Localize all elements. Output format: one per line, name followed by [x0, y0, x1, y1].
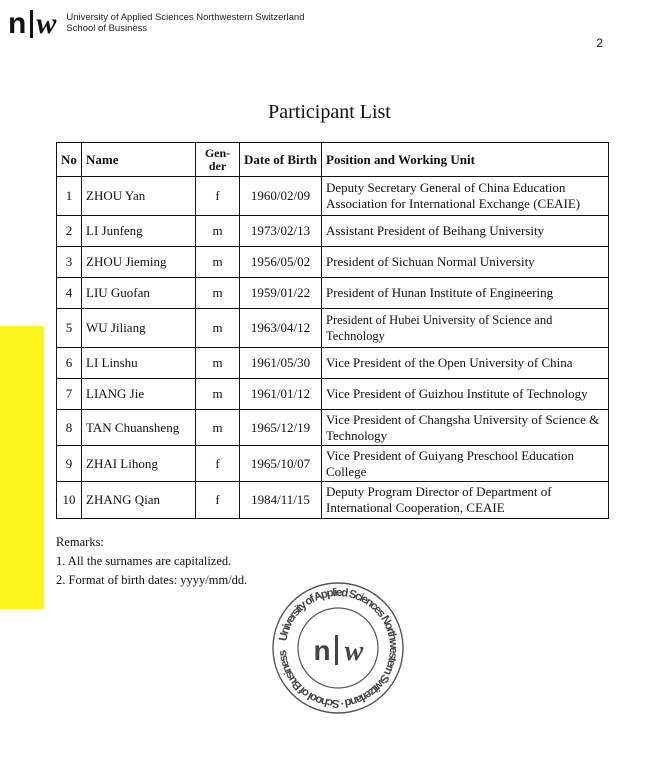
cell-dob: 1961/01/12	[240, 379, 322, 410]
cell-name: LIANG Jie	[82, 379, 196, 410]
cell-position: Vice President of Changsha University of Science & Technology	[322, 410, 609, 446]
cell-gender: m	[196, 278, 240, 309]
cell-name: LI Junfeng	[82, 216, 196, 247]
header-gender	[196, 143, 240, 177]
cell-dob: 1956/05/02	[240, 247, 322, 278]
table-row	[57, 482, 609, 519]
cell-no: 8	[57, 410, 82, 446]
logo-divider	[30, 10, 33, 38]
seal-mark-n: n	[313, 635, 331, 666]
cell-no: 4	[57, 278, 82, 309]
cell-no: 7	[57, 379, 82, 410]
cell-position: President of Sichuan Normal University	[322, 247, 609, 278]
table-row	[57, 247, 609, 278]
table-row	[57, 446, 609, 482]
header-dob: Date of Birth	[240, 143, 322, 177]
remarks-heading: Remarks:	[56, 535, 104, 549]
cell-position: President of Hubei University of Science and Technology	[322, 309, 609, 348]
logo-text	[66, 12, 304, 34]
cell-dob: 1960/02/09	[240, 177, 322, 216]
cell-gender: m	[196, 348, 240, 379]
cell-no: 5	[57, 309, 82, 348]
header-gender-line1: Gen-	[204, 145, 231, 160]
page-title: Participant List	[268, 101, 391, 123]
cell-name: ZHOU Yan	[82, 177, 196, 216]
cell-gender: f	[196, 446, 240, 482]
cell-dob: 1959/01/22	[240, 278, 322, 309]
cell-no: 10	[57, 482, 82, 519]
cell-dob: 1965/12/19	[240, 410, 322, 446]
cell-dob: 1961/05/30	[240, 348, 322, 379]
university-logo	[8, 8, 304, 40]
logo-w: w	[36, 7, 57, 40]
logo-n: n	[8, 7, 27, 40]
remark-item: 2. Format of birth dates: yyyy/mm/dd.	[56, 573, 248, 587]
seal-mark-w: w	[344, 636, 364, 667]
cell-gender: m	[196, 309, 240, 348]
seal-mark-divider	[335, 635, 338, 665]
table-header-row	[57, 143, 609, 177]
cell-gender: f	[196, 482, 240, 519]
table-row	[57, 410, 609, 446]
yellow-highlight-bar	[0, 326, 44, 609]
cell-no: 3	[57, 247, 82, 278]
cell-position: Vice President of Guizhou Institute of Technology	[322, 379, 609, 410]
university-name: University of Applied Sciences Northwestern Switzerland	[66, 12, 305, 23]
header-gender-line2: der	[208, 158, 227, 173]
table-row	[57, 216, 609, 247]
cell-position: President of Hunan Institute of Engineering	[322, 278, 609, 309]
table-row	[57, 309, 609, 348]
table-row	[57, 379, 609, 410]
cell-name: ZHAI Lihong	[82, 446, 196, 482]
cell-gender: m	[196, 379, 240, 410]
cell-no: 6	[57, 348, 82, 379]
participant-table	[56, 142, 609, 519]
cell-position: Deputy Program Director of Department of International Cooperation, CEAIE	[322, 482, 609, 519]
school-seal	[270, 580, 406, 716]
cell-name: TAN Chuansheng	[82, 410, 196, 446]
header-name: Name	[82, 143, 196, 177]
cell-position: Assistant President of Beihang University	[322, 216, 609, 247]
cell-dob: 1984/11/15	[240, 482, 322, 519]
cell-dob: 1965/10/07	[240, 446, 322, 482]
seal-ring-text: University of Applied Sciences Northwestern Switzerland · School of Business	[276, 586, 400, 710]
cell-position: Vice President of the Open University of China	[322, 348, 609, 379]
cell-position: Vice President of Guiyang Preschool Education College	[322, 446, 609, 482]
cell-gender: m	[196, 247, 240, 278]
remarks	[56, 533, 247, 590]
table-row	[57, 177, 609, 216]
header-no: No	[57, 143, 82, 177]
cell-name: ZHANG Qian	[82, 482, 196, 519]
cell-dob: 1963/04/12	[240, 309, 322, 348]
cell-no: 9	[57, 446, 82, 482]
cell-position: Deputy Secretary General of China Education Association for International Exchange (CEAIE)	[322, 177, 609, 216]
cell-no: 1	[57, 177, 82, 216]
logo-mark	[8, 8, 56, 40]
header-position: Position and Working Unit	[322, 143, 609, 177]
table-row	[57, 348, 609, 379]
cell-gender: f	[196, 177, 240, 216]
cell-name: ZHOU Jieming	[82, 247, 196, 278]
cell-gender: m	[196, 410, 240, 446]
remark-item: 1. All the surnames are capitalized.	[56, 554, 232, 568]
page-number: 2	[596, 36, 603, 50]
cell-name: WU Jiliang	[82, 309, 196, 348]
cell-gender: m	[196, 216, 240, 247]
cell-name: LIU Guofan	[82, 278, 196, 309]
cell-no: 2	[57, 216, 82, 247]
school-name: School of Business	[66, 23, 148, 34]
cell-dob: 1973/02/13	[240, 216, 322, 247]
table-row	[57, 278, 609, 309]
cell-name: LI Linshu	[82, 348, 196, 379]
